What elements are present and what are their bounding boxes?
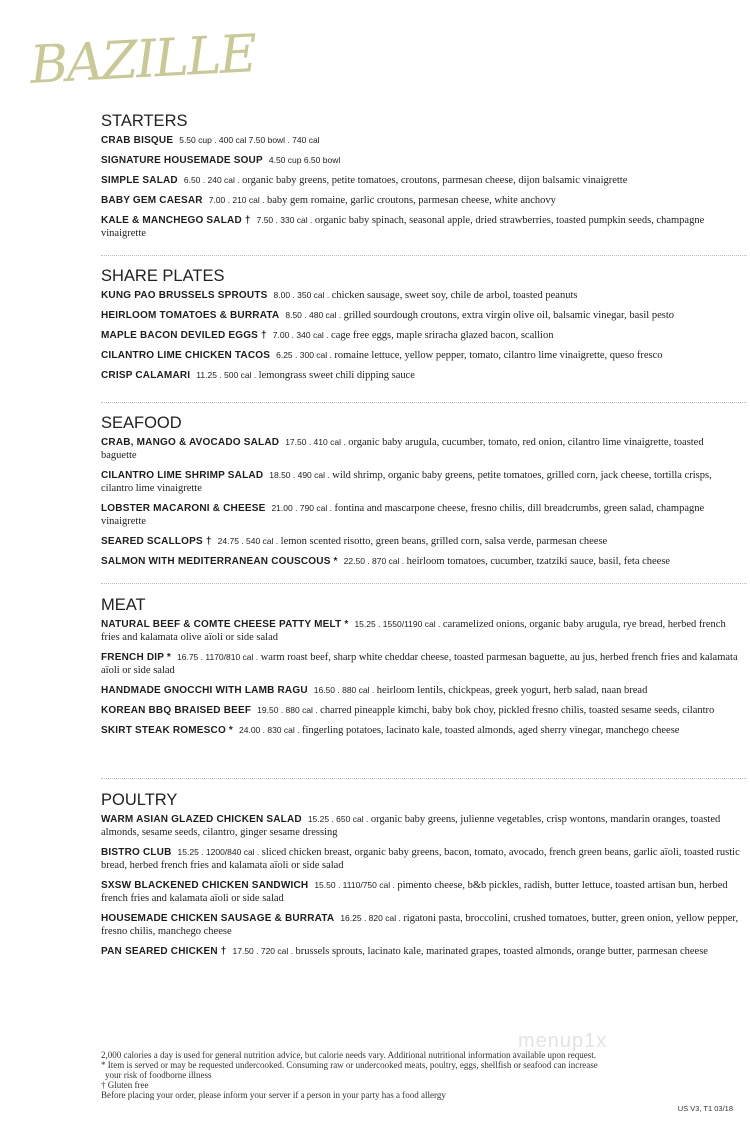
menu-item: [101, 846, 741, 872]
item-description: heirloom tomatoes, cucumber, tzatziki sauce, basil, feta cheese: [406, 556, 671, 567]
item-name: LOBSTER MACARONI & CHEESE: [101, 503, 266, 514]
item-price-calories: 7.50 . 330 cal .: [256, 215, 313, 225]
footer-undercooked-note-cont: your risk of foodborne illness: [105, 1070, 212, 1080]
item-price-calories: 18.50 . 490 cal .: [269, 470, 330, 480]
item-price-calories: 5.50 cup . 400 cal 7.50 bowl . 740 cal: [179, 135, 320, 145]
section-title: MEAT: [101, 596, 146, 614]
menu-item: [101, 154, 741, 167]
item-description: warm roast beef, sharp white cheddar cheese, toasted parmesan baguette, au jus, herbed french fries and kalamata aïoli or side salad: [101, 652, 738, 676]
item-price-calories: 11.25 . 500 cal .: [196, 370, 257, 380]
item-name: BISTRO CLUB: [101, 847, 172, 858]
item-price-calories: 8.00 . 350 cal .: [273, 290, 330, 300]
menu-item: [101, 469, 741, 495]
menu-item: [101, 879, 741, 905]
item-price-calories: 17.50 . 720 cal .: [232, 946, 293, 956]
item-description: romaine lettuce, yellow pepper, tomato, cilantro lime vinaigrette, queso fresco: [334, 350, 663, 361]
item-price-calories: 7.00 . 340 cal .: [272, 330, 329, 340]
footer-gluten-note: † Gluten free: [101, 1080, 149, 1090]
menu-item: [101, 502, 741, 528]
menu-item: [101, 684, 741, 697]
item-description: baby gem romaine, garlic croutons, parmesan cheese, white anchovy: [266, 195, 556, 206]
item-price-calories: 6.50 . 240 cal .: [183, 175, 240, 185]
menu-section-seafood: [101, 412, 741, 575]
item-description: grilled sourdough croutons, extra virgin olive oil, balsamic vinegar, basil pesto: [343, 310, 674, 321]
version-code: US V3, T1 03/18: [677, 1104, 733, 1113]
item-name: SXSW BLACKENED CHICKEN SANDWICH: [101, 880, 309, 891]
item-description: lemongrass sweet chili dipping sauce: [258, 370, 415, 381]
item-name: KUNG PAO BRUSSELS SPROUTS: [101, 290, 268, 301]
item-price-calories: 17.50 . 410 cal .: [285, 437, 346, 447]
item-name: CRAB, MANGO & AVOCADO SALAD: [101, 437, 280, 448]
item-name: HANDMADE GNOCCHI WITH LAMB RAGU: [101, 685, 308, 696]
item-price-calories: 22.50 . 870 cal .: [343, 556, 405, 566]
menu-item: [101, 329, 741, 342]
menu-item: [101, 618, 741, 644]
menu-section-share-plates: [101, 265, 741, 389]
menu-section-poultry: [101, 789, 741, 965]
item-description: charred pineapple kimchi, baby bok choy, pickled fresno chilis, toasted sesame seeds, cilantro: [320, 705, 715, 716]
item-price-calories: 24.75 . 540 cal .: [217, 536, 279, 546]
item-name: FRENCH DIP *: [101, 652, 172, 663]
item-description: organic baby spinach, seasonal apple, dried strawberries, toasted pumpkin seeds, champagne vinaigrette: [101, 215, 705, 239]
menu-item: [101, 535, 741, 548]
item-name: KALE & MANCHEGO SALAD †: [101, 215, 251, 226]
menu-item: [101, 289, 741, 302]
item-name: WARM ASIAN GLAZED CHICKEN SALAD: [101, 814, 302, 825]
menu-item: [101, 813, 741, 839]
section-title: STARTERS: [101, 112, 188, 130]
item-name: SIMPLE SALAD: [101, 175, 178, 186]
item-description: chicken sausage, sweet soy, chile de arbol, toasted peanuts: [331, 290, 578, 301]
item-name: CILANTRO LIME SHRIMP SALAD: [101, 470, 264, 481]
item-name: CRAB BISQUE: [101, 135, 174, 146]
item-price-calories: 15.25 . 1550/1190 cal .: [354, 619, 441, 629]
item-price-calories: 19.50 . 880 cal .: [257, 705, 318, 715]
menu-item: [101, 214, 741, 240]
item-price-calories: 15.25 . 650 cal .: [307, 814, 369, 824]
footer-allergy-note: Before placing your order, please inform your server if a person in your party has a food allergy: [101, 1090, 446, 1100]
menu-item: [101, 369, 741, 382]
item-description: organic baby arugula, cucumber, tomato, red onion, cilantro lime vinaigrette, toasted baguette: [101, 437, 704, 461]
footer-notes: [101, 1050, 701, 1100]
item-description: fingerling potatoes, lacinato kale, toasted almonds, aged sherry vinegar, manchego cheese: [302, 725, 680, 736]
menu-item: [101, 309, 741, 322]
menu-item: [101, 436, 741, 462]
menu-item: [101, 174, 741, 187]
item-price-calories: 6.25 . 300 cal .: [276, 350, 332, 360]
item-description: lemon scented risotto, green beans, grilled corn, salsa verde, parmesan cheese: [280, 536, 608, 547]
item-description: pimento cheese, b&b pickles, radish, butter lettuce, toasted artisan bun, herbed french fries and kalamata aïoli or side salad: [101, 880, 728, 904]
item-description: heirloom lentils, chickpeas, greek yogurt, herb salad, naan bread: [376, 685, 648, 696]
divider: [101, 255, 747, 256]
footer-calorie-note: 2,000 calories a day is used for general nutrition advice, but calorie needs vary. Additional nutritional information available upon request.: [101, 1050, 597, 1060]
menu-item: [101, 704, 741, 717]
item-price-calories: 16.75 . 1170/810 cal .: [177, 652, 259, 662]
item-description: wild shrimp, organic baby greens, petite tomatoes, grilled corn, jack cheese, tortilla crisps, cilantro lime vinaigrette: [101, 470, 712, 494]
item-name: MAPLE BACON DEVILED EGGS †: [101, 330, 267, 341]
item-price-calories: 15.50 . 1110/750 cal .: [314, 880, 395, 890]
brand-logo: BAZILLE: [28, 24, 257, 96]
item-description: fontina and mascarpone cheese, fresno chilis, dill breadcrumbs, green salad, champagne vinaigrette: [101, 503, 705, 527]
menu-item: [101, 555, 741, 568]
item-description: organic baby greens, petite tomatoes, croutons, parmesan cheese, dijon balsamic vinaigrette: [242, 175, 628, 186]
item-price-calories: 21.00 . 790 cal .: [271, 503, 332, 513]
item-name: KOREAN BBQ BRAISED BEEF: [101, 705, 252, 716]
divider: [101, 778, 747, 779]
item-price-calories: 16.25 . 820 cal .: [340, 913, 401, 923]
item-name: PAN SEARED CHICKEN †: [101, 946, 227, 957]
section-title: POULTRY: [101, 791, 178, 809]
item-price-calories: 4.50 cup 6.50 bowl: [268, 155, 341, 165]
item-price-calories: 24.00 . 830 cal .: [239, 725, 300, 735]
item-description: brussels sprouts, lacinato kale, marinated grapes, toasted almonds, orange butter, parmesan cheese: [295, 946, 708, 957]
menu-section-meat: [101, 594, 741, 744]
item-name: SEARED SCALLOPS †: [101, 536, 212, 547]
item-price-calories: 8.50 . 480 cal .: [285, 310, 342, 320]
menu-item: [101, 194, 741, 207]
divider: [101, 402, 747, 403]
section-title: SEAFOOD: [101, 414, 182, 432]
item-description: cage free eggs, maple sriracha glazed bacon, scallion: [331, 330, 554, 341]
menu-section-starters: [101, 110, 741, 247]
item-description: organic baby greens, julienne vegetables, crisp wontons, mandarin oranges, toasted almonds, sesame seeds, cilantro, ginger sesame dressing: [101, 814, 721, 838]
menu-item: [101, 724, 741, 737]
item-name: CRISP CALAMARI: [101, 370, 191, 381]
menu-item: [101, 651, 741, 677]
menu-item: [101, 945, 741, 958]
item-description: rigatoni pasta, broccolini, crushed tomatoes, butter, green onion, yellow pepper, fresno chilis, manchego cheese: [101, 913, 739, 937]
item-price-calories: 16.50 . 880 cal .: [313, 685, 375, 695]
item-name: BABY GEM CAESAR: [101, 195, 203, 206]
item-description: caramelized onions, organic baby arugula, rye bread, herbed french fries and kalamata olive aïoli or side salad: [101, 619, 726, 643]
menu-item: [101, 912, 741, 938]
menu-item: [101, 349, 741, 362]
divider: [101, 583, 747, 584]
item-name: SKIRT STEAK ROMESCO *: [101, 725, 233, 736]
item-price-calories: 15.25 . 1200/840 cal .: [177, 847, 260, 857]
footer-undercooked-note: * Item is served or may be requested undercooked. Consuming raw or undercooked meats, poultry, eggs, shellfish or seafood can increase: [101, 1060, 598, 1070]
item-name: NATURAL BEEF & COMTE CHEESE PATTY MELT *: [101, 619, 349, 630]
item-name: SALMON WITH MEDITERRANEAN COUSCOUS *: [101, 556, 338, 567]
item-name: CILANTRO LIME CHICKEN TACOS: [101, 350, 271, 361]
section-title: SHARE PLATES: [101, 267, 225, 285]
item-name: SIGNATURE HOUSEMADE SOUP: [101, 155, 263, 166]
watermark: menup1x: [518, 1030, 608, 1052]
item-description: sliced chicken breast, organic baby greens, bacon, tomato, avocado, french green beans, garlic aïoli, toasted rustic bread, herbed french fries and kalamata aïoli or side salad: [101, 847, 740, 871]
item-name: HEIRLOOM TOMATOES & BURRATA: [101, 310, 280, 321]
menu-item: [101, 134, 741, 147]
item-name: HOUSEMADE CHICKEN SAUSAGE & BURRATA: [101, 913, 335, 924]
item-price-calories: 7.00 . 210 cal .: [208, 195, 265, 205]
